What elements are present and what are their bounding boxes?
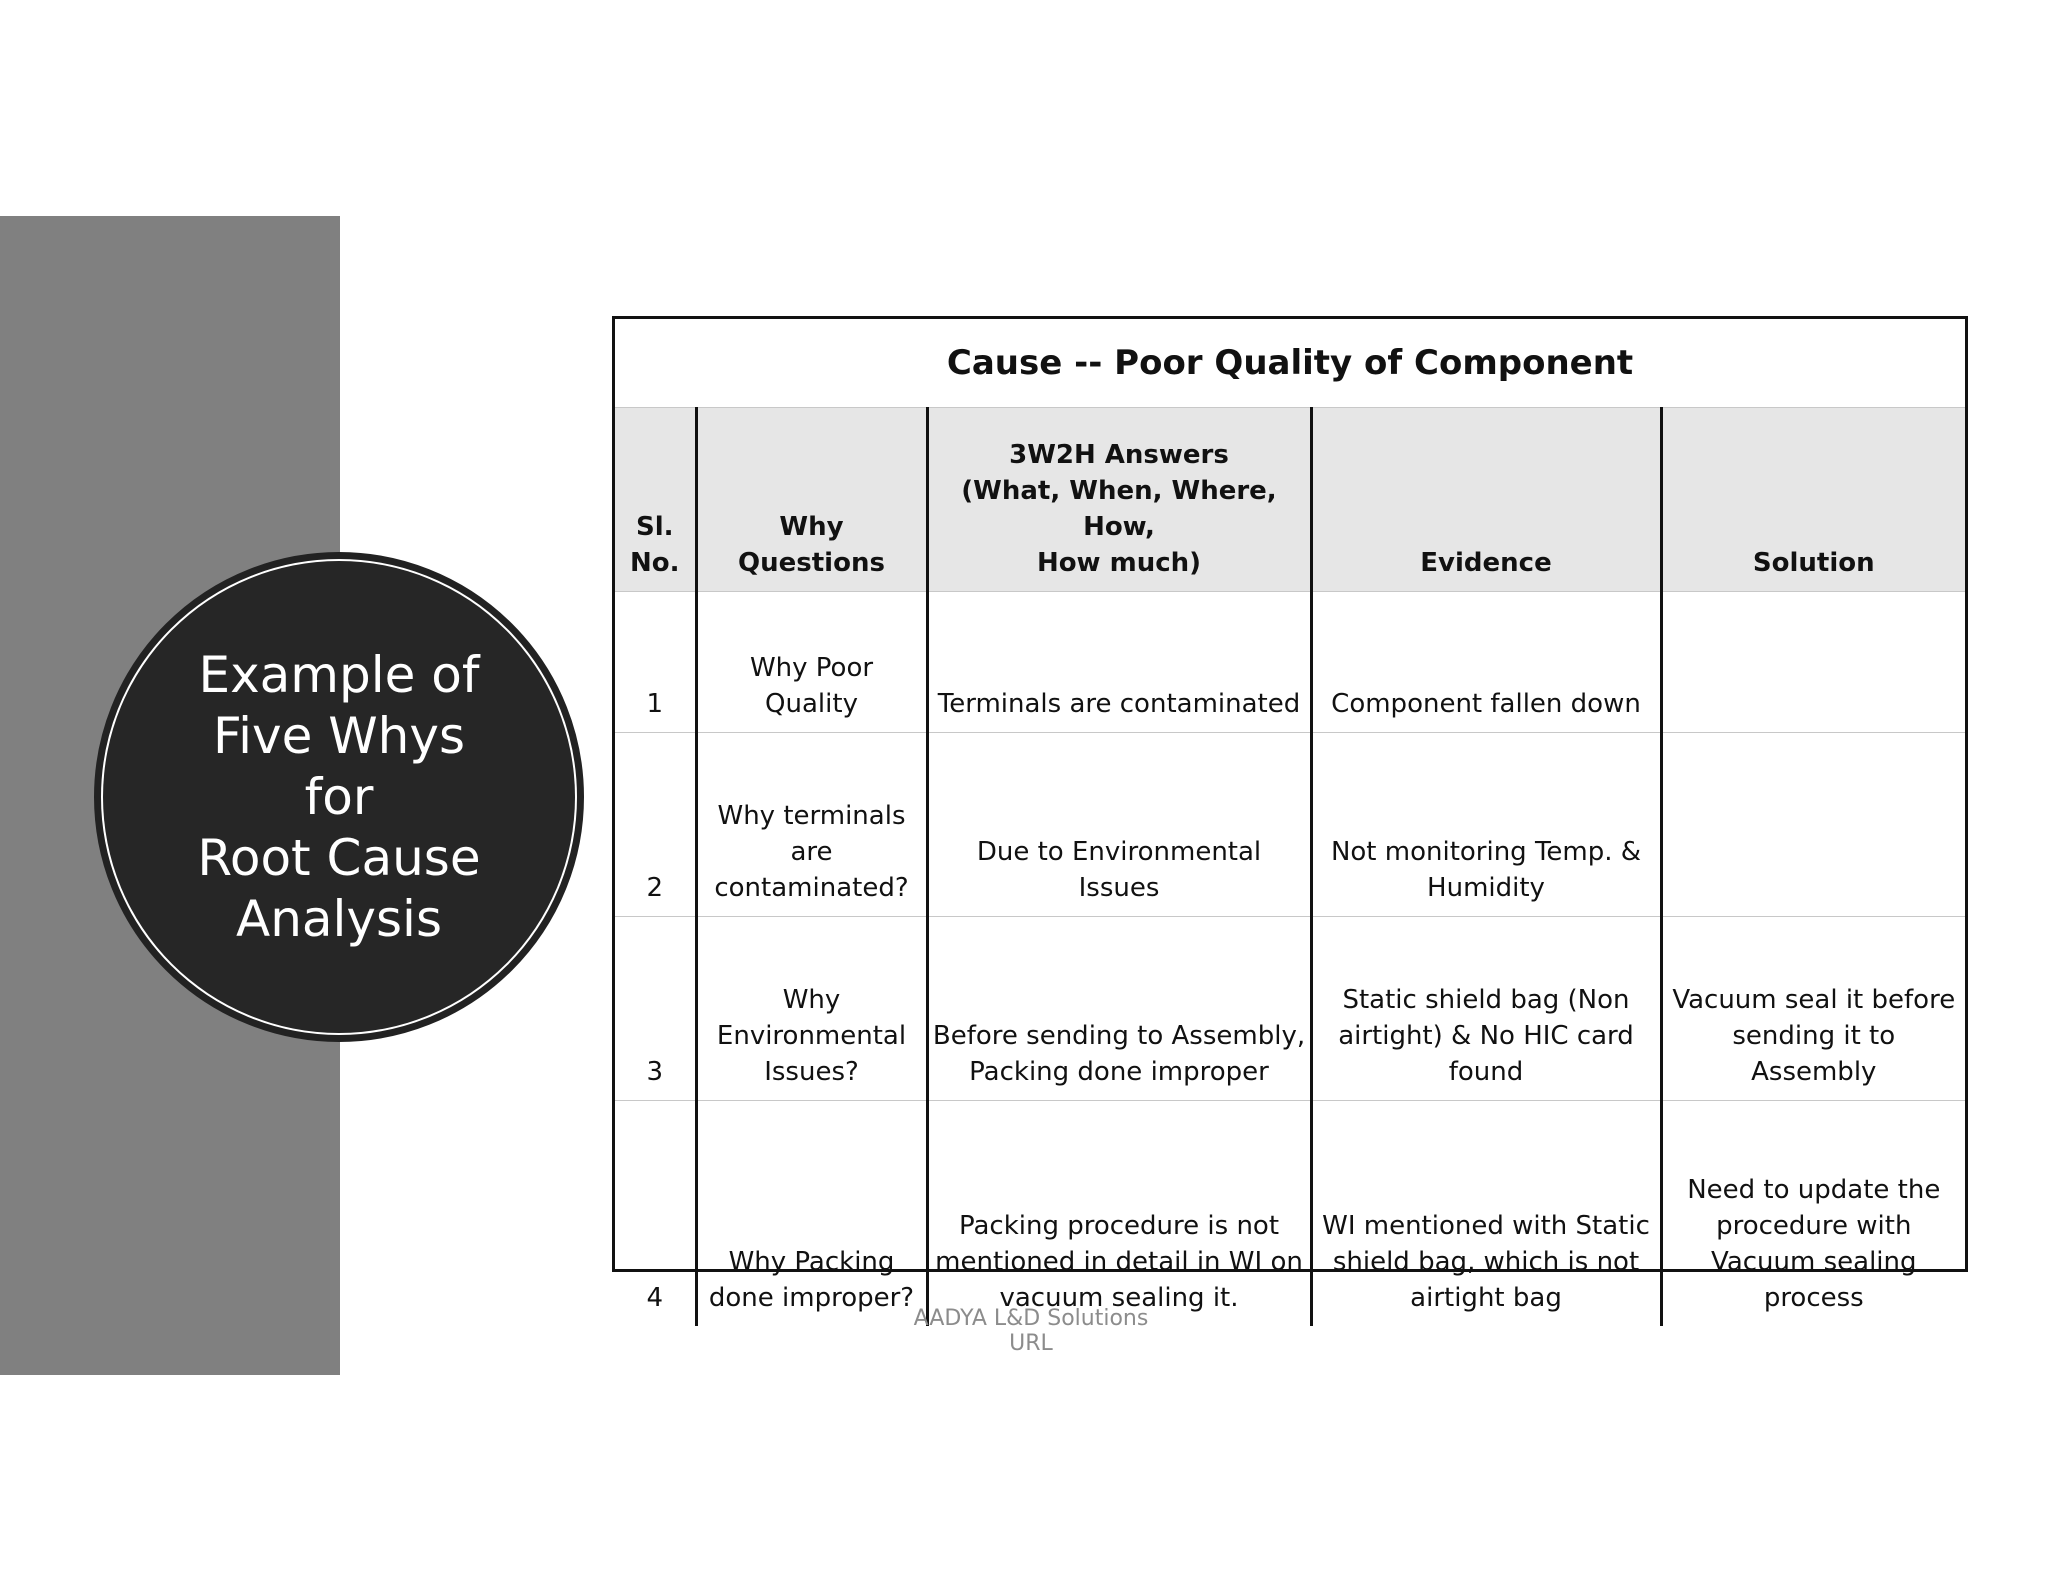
cell-evidence: Component fallen down [1311, 592, 1661, 733]
header-sl-no: Sl. No. [615, 408, 696, 592]
five-whys-table [615, 319, 1965, 1326]
footer-source-text: AADYA L&D Solutions URL [913, 1306, 1149, 1356]
cell-solution: Vacuum seal it before sending it to Assembly [1661, 917, 1965, 1101]
cell-sl-no: 4 [615, 1101, 696, 1327]
cell-why-question: Why terminals are contaminated? [696, 733, 927, 917]
table-row [615, 592, 1965, 733]
header-3w2h-answers: 3W2H Answers (What, When, Where, How, How much) [927, 408, 1311, 592]
cell-answer: Before sending to Assembly, Packing done improper [927, 917, 1311, 1101]
slide-title: Example of Five Whys for Root Cause Analysis [197, 645, 481, 948]
table-row [615, 1101, 1965, 1327]
cell-sl-no: 1 [615, 592, 696, 733]
cell-solution [1661, 592, 1965, 733]
cell-answer: Due to Environmental Issues [927, 733, 1311, 917]
cell-why-question: Why Environmental Issues? [696, 917, 927, 1101]
table-row [615, 917, 1965, 1101]
cell-sl-no: 2 [615, 733, 696, 917]
cell-answer: Terminals are contaminated [927, 592, 1311, 733]
cell-why-question: Why Poor Quality [696, 592, 927, 733]
title-circle [103, 561, 575, 1033]
header-solution: Solution [1661, 408, 1965, 592]
cell-solution [1661, 733, 1965, 917]
cell-why-question: Why Packing done improper? [696, 1101, 927, 1327]
table-header-row [615, 408, 1965, 592]
cell-evidence: Not monitoring Temp. & Humidity [1311, 733, 1661, 917]
cell-evidence: WI mentioned with Static shield bag, which is not airtight bag [1311, 1101, 1661, 1327]
cell-evidence: Static shield bag (Non airtight) & No HIC card found [1311, 917, 1661, 1101]
table-caption: Cause -- Poor Quality of Component [615, 319, 1965, 408]
cell-solution: Need to update the procedure with Vacuum sealing process [1687, 1175, 1941, 1313]
cell-answer: Packing procedure is not mentioned in detail in WI on vacuum sealing it. [927, 1101, 1311, 1327]
header-why-questions: Why Questions [696, 408, 927, 592]
five-whys-table-frame [612, 316, 1968, 1313]
header-evidence: Evidence [1311, 408, 1661, 592]
table-row [615, 733, 1965, 917]
cell-sl-no: 3 [615, 917, 696, 1101]
